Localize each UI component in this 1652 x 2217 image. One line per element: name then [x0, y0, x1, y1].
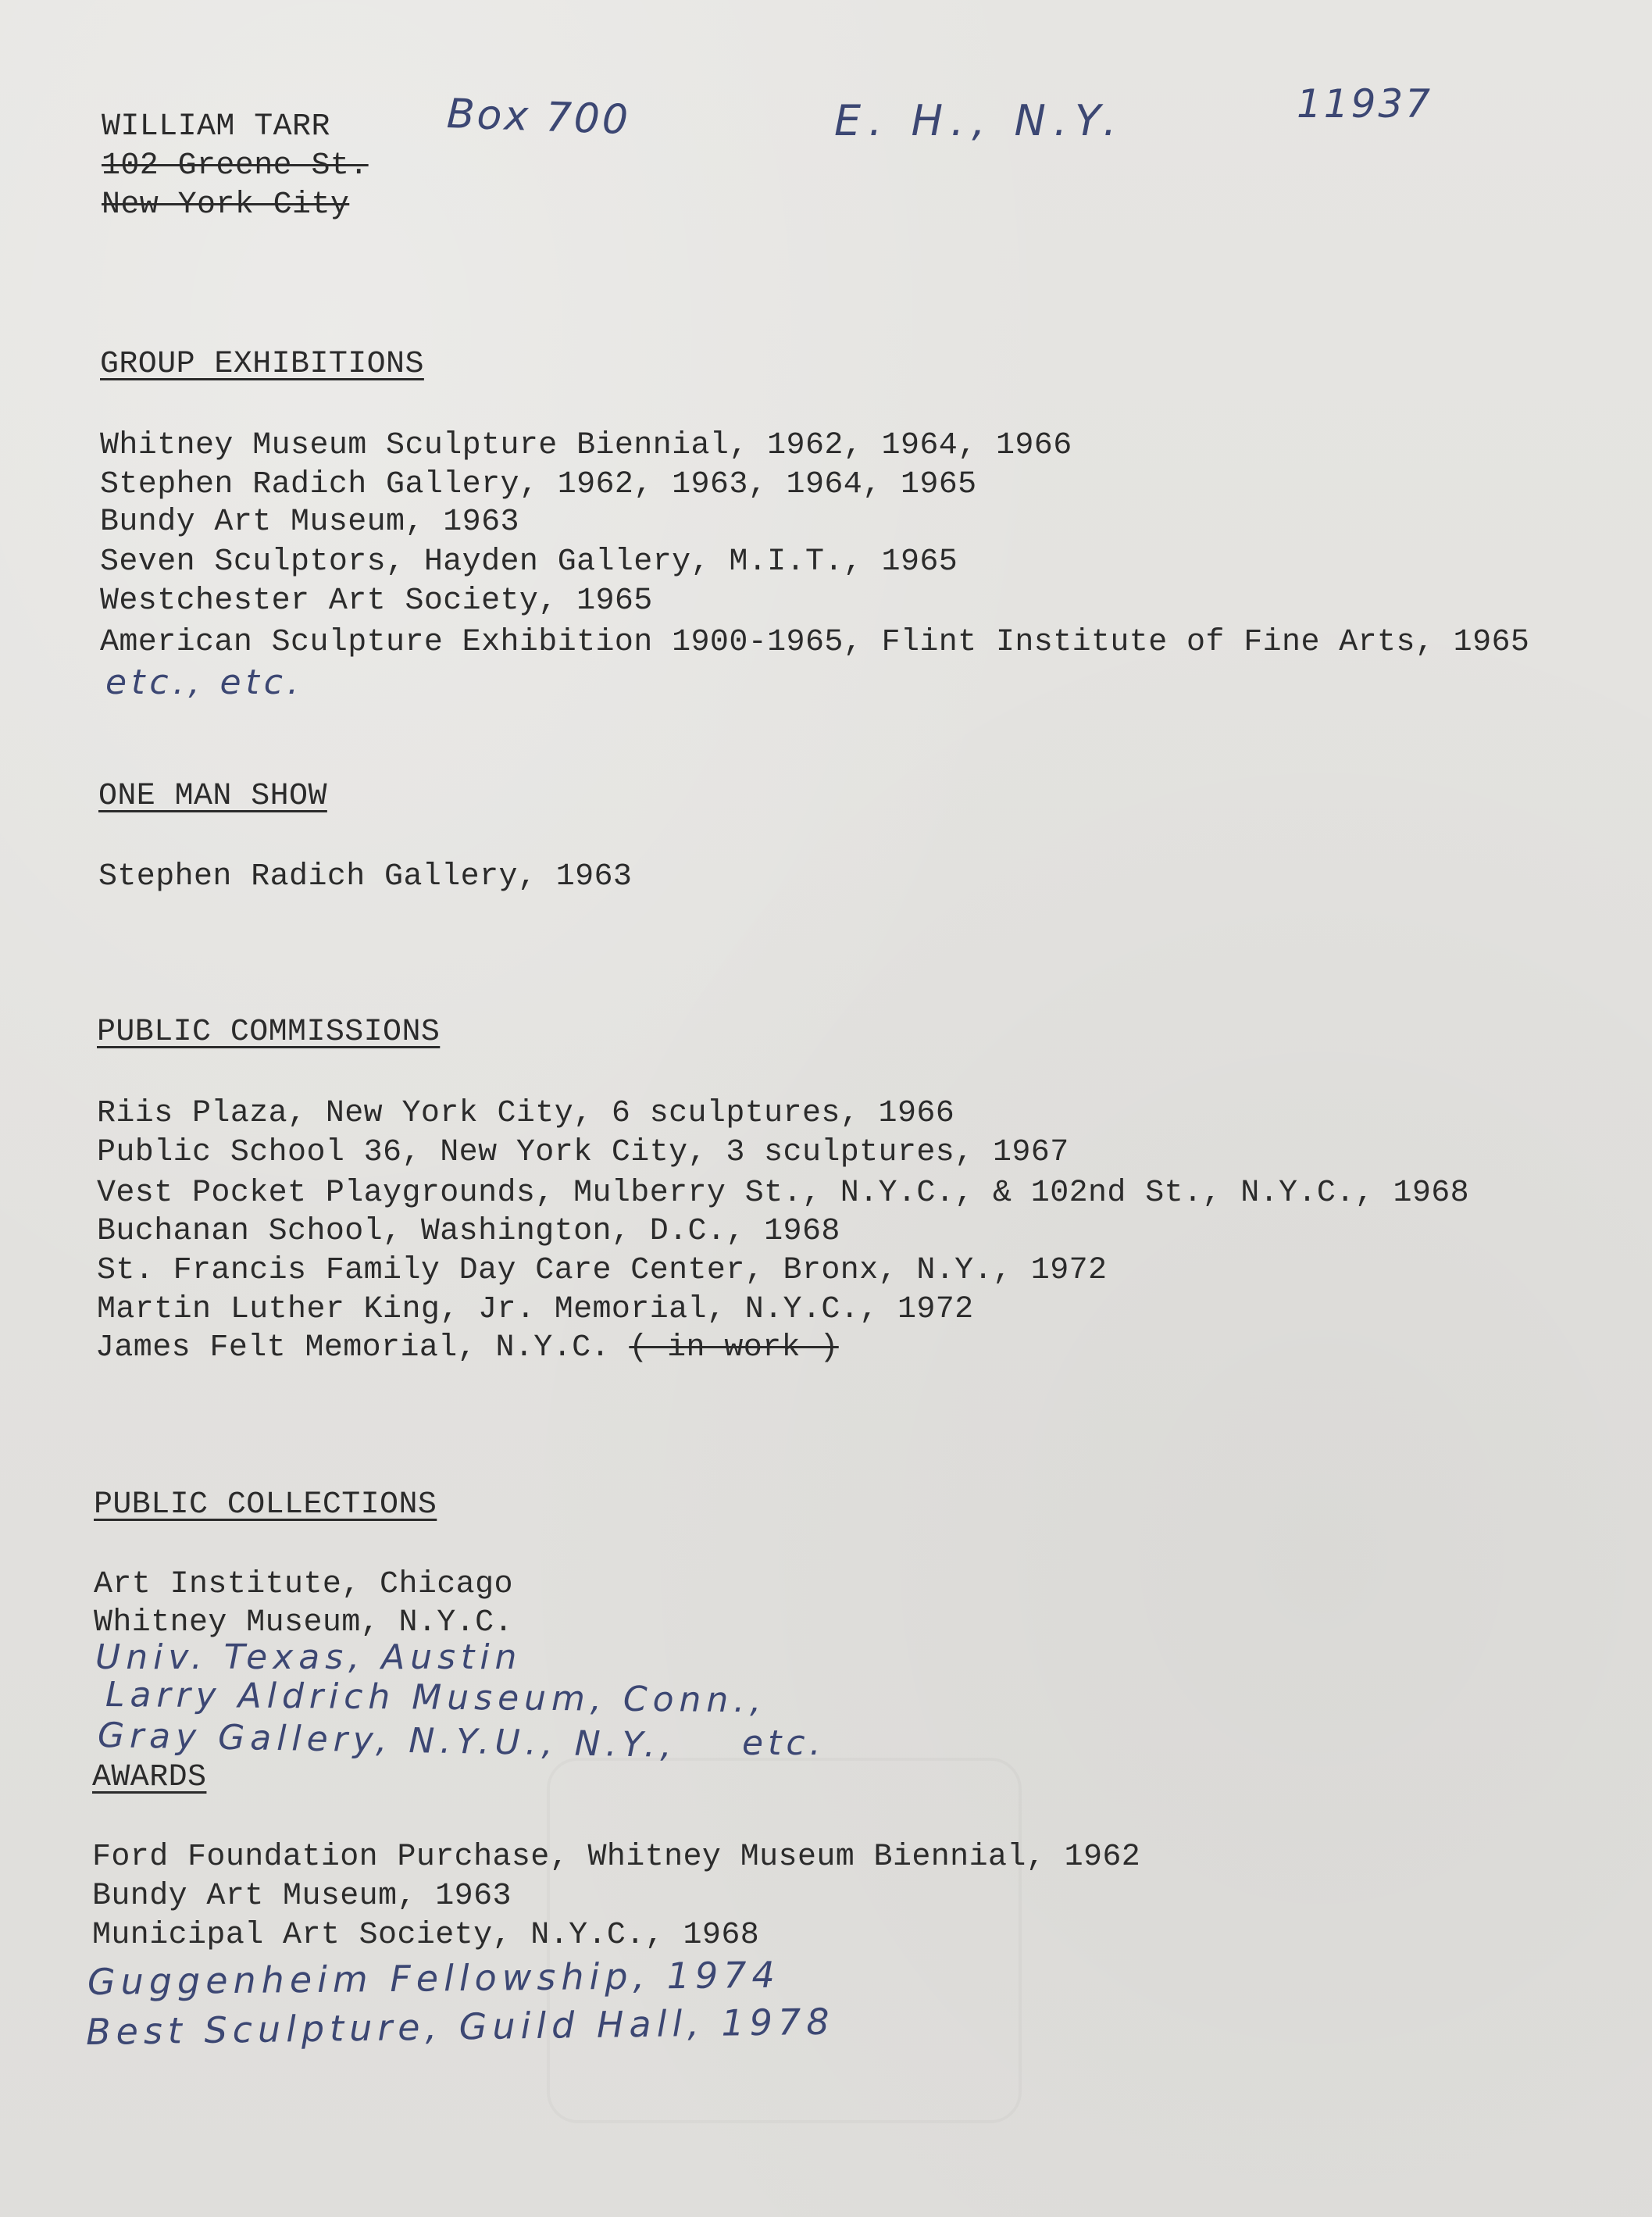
commission-item: Vest Pocket Playgrounds, Mulberry St., N.Y.C., & 102nd St., N.Y.C., 1968: [97, 1176, 1470, 1211]
old-address-street: 102 Greene St.: [102, 148, 369, 184]
collection-item: Art Institute, Chicago: [94, 1567, 513, 1602]
group-exhibitions-heading: GROUP EXHIBITIONS: [100, 347, 424, 382]
awards-heading: AWARDS: [92, 1760, 207, 1795]
handwritten-collection-item: Gray Gallery, N.Y.U., N.Y.,: [97, 1715, 678, 1765]
group-exhibition-item: Seven Sculptors, Hayden Gallery, M.I.T., 1965: [100, 544, 958, 580]
award-item: Bundy Art Museum, 1963: [92, 1879, 512, 1914]
collection-item: Whitney Museum, N.Y.C.: [94, 1605, 513, 1640]
old-address-city: New York City: [102, 187, 350, 223]
award-item: Municipal Art Society, N.Y.C., 1968: [92, 1918, 760, 1953]
one-man-show-heading: ONE MAN SHOW: [98, 779, 327, 814]
commission-item-struck-note: ( in work ): [629, 1330, 839, 1366]
handwritten-collection-item: Larry Aldrich Museum, Conn.,: [105, 1675, 767, 1721]
commission-item: Buchanan School, Washington, D.C., 1968: [97, 1214, 840, 1249]
commission-item: St. Francis Family Day Care Center, Bronx, N.Y., 1972: [97, 1253, 1108, 1288]
handwritten-box: Box 700: [445, 91, 631, 145]
handwritten-collection-etc: etc.: [742, 1723, 826, 1763]
artist-name: WILLIAM TARR: [102, 109, 330, 145]
handwritten-collection-item: Univ. Texas, Austin: [95, 1637, 523, 1677]
handwritten-award-item: Best Sculpture, Guild Hall, 1978: [85, 2000, 835, 2053]
commission-item-text: James Felt Memorial, N.Y.C.: [95, 1330, 630, 1366]
group-exhibition-item: Bundy Art Museum, 1963: [100, 505, 519, 540]
one-man-show-item: Stephen Radich Gallery, 1963: [98, 859, 633, 894]
commission-item: Martin Luther King, Jr. Memorial, N.Y.C., 1972: [97, 1292, 974, 1327]
public-collections-heading: PUBLIC COLLECTIONS: [94, 1487, 437, 1523]
group-exhibition-item: Stephen Radich Gallery, 1962, 1963, 1964, 1965: [100, 467, 977, 502]
group-exhibition-item: American Sculpture Exhibition 1900-1965, Flint Institute of Fine Arts, 1965: [100, 625, 1530, 660]
handwritten-zip: 11937: [1297, 81, 1433, 127]
commission-item: Public School 36, New York City, 3 sculptures, 1967: [97, 1135, 1069, 1170]
award-item: Ford Foundation Purchase, Whitney Museum Biennial, 1962: [92, 1840, 1141, 1875]
handwritten-etc-note: etc., etc.: [105, 662, 303, 702]
public-commissions-heading: PUBLIC COMMISSIONS: [97, 1015, 441, 1050]
handwritten-award-item: Guggenheim Fellowship, 1974: [87, 1953, 781, 2003]
group-exhibition-item: Whitney Museum Sculpture Biennial, 1962, 1964, 1966: [100, 428, 1072, 463]
group-exhibition-item: Westchester Art Society, 1965: [100, 584, 653, 619]
handwritten-city: E. H., N.Y.: [834, 96, 1125, 145]
commission-item: Riis Plaza, New York City, 6 sculptures, 1966: [97, 1096, 955, 1131]
commission-item-last: [95, 1330, 839, 1366]
